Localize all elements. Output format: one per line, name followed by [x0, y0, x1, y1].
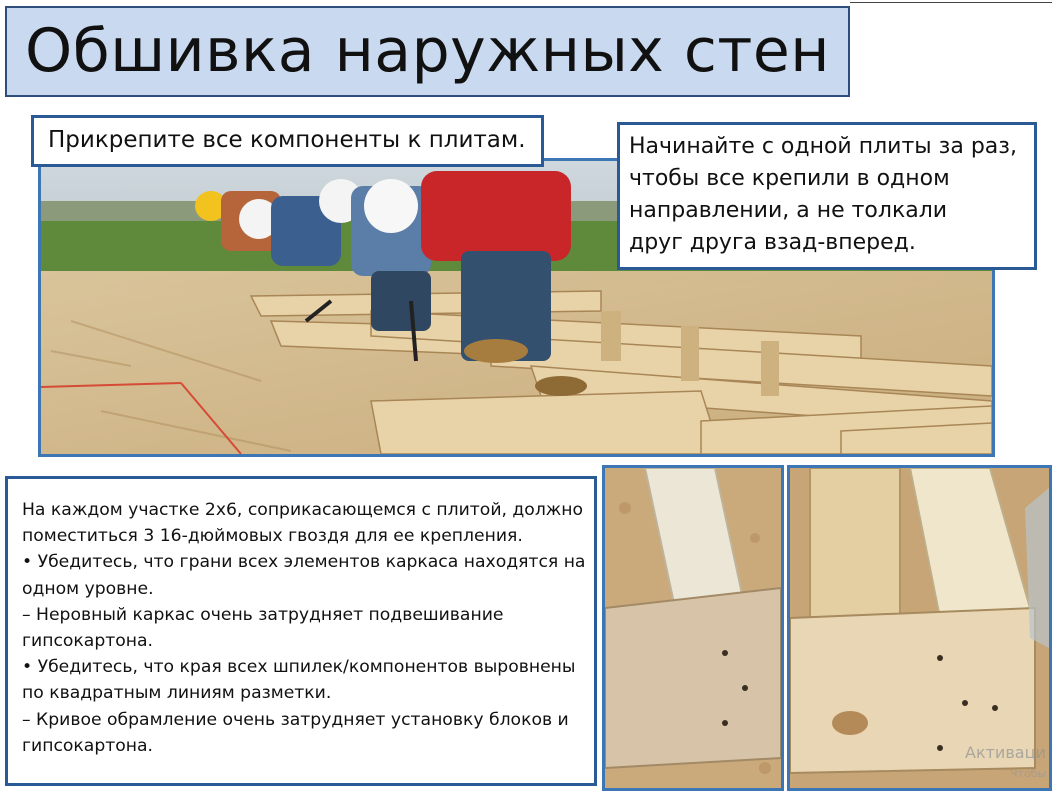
- one-panel-at-a-time-callout: [617, 122, 1037, 270]
- instruction-line: по квадратным линиям разметки.: [22, 683, 332, 704]
- instruction-line: • Убедитесь, что края всех шпилек/компонентов выровнены: [22, 657, 576, 678]
- instruction-line: На каждом участке 2x6, соприкасающемся с плитой, должно: [22, 500, 584, 520]
- instruction-line: одном уровне.: [22, 578, 154, 599]
- instructions-box: [5, 476, 597, 786]
- instruction-line: поместиться 3 16-дюймовых гвоздя для ее крепления.: [22, 526, 523, 547]
- callout-line: Начинайте с одной плиты за раз,: [629, 134, 1017, 159]
- callout-line: друг друга взад-вперед.: [629, 230, 916, 255]
- title-banner: [5, 6, 850, 97]
- instruction-line: – Неровный каркас очень затрудняет подвешивание: [22, 604, 504, 625]
- activation-watermark-sub: Чтобы: [1010, 767, 1047, 780]
- instruction-line: – Кривое обрамление очень затрудняет установку блоков и: [22, 709, 569, 730]
- attach-components-text: Прикрепите все компоненты к плитам.: [48, 127, 526, 153]
- misaligned-stud-photo: [602, 465, 784, 791]
- activation-watermark: Активаци: [965, 743, 1046, 762]
- slide-title: Обшивка наружных стен: [25, 16, 830, 86]
- attach-components-callout: [31, 115, 544, 167]
- top-rule: [850, 2, 1052, 3]
- callout-line: чтобы все крепили в одном: [629, 166, 950, 191]
- instruction-line: • Убедитесь, что грани всех элементов каркаса находятся на: [22, 552, 586, 573]
- callout-line: направлении, а не толкали: [629, 198, 948, 223]
- instruction-line: гипсокартона.: [22, 735, 153, 756]
- instruction-line: гипсокартона.: [22, 631, 153, 652]
